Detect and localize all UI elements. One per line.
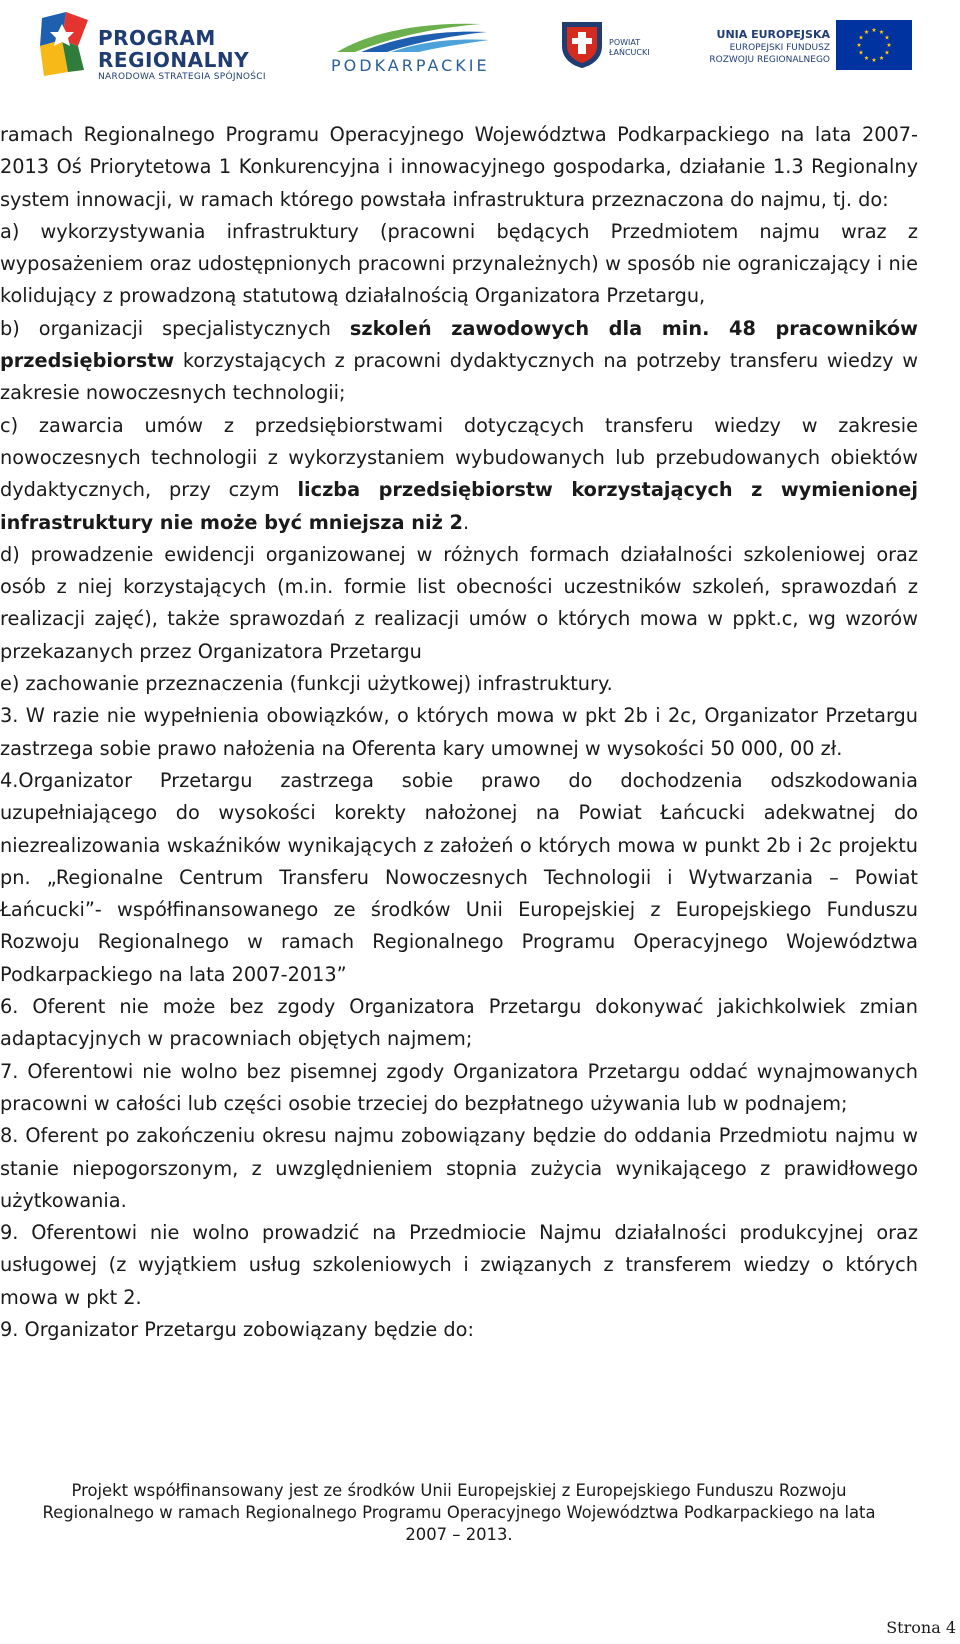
item-c-text: c) zawarcia umów z przedsiębiorstwami dotyczących transferu wiedzy w zakresie nowoczesnych technologii z wykorzystaniem wybudowanych lub przebudowanych obiektów dydaktycznych, przy czym — [0, 413, 918, 502]
eu-line3: ROZWOJU REGIONALNEGO — [709, 55, 830, 65]
document-body — [0, 119, 918, 1346]
paragraph-8: 8. Oferent po zakończeniu okresu najmu zobowiązany będzie do oddania Przedmiotu najmu w stanie niepogorszonym, z uwzględnieniem stopnia zużycia wynikającego z prawidłowego użytkowania. — [0, 1124, 918, 1212]
paragraph-3: 3. W razie nie wypełnienia obowiązków, o których mowa w pkt 2b i 2c, Organizator Przetargu zastrzega sobie prawo nałożenia na Oferenta kary umownej w wysokości 50 000, 00 zł. — [0, 704, 918, 760]
paragraph-9a: 9. Oferentowi nie wolno prowadzić na Przedmiocie Najmu działalności produkcyjnej oraz usługowej (z wyjątkiem usług szkoleniowych i związanych z transferem wiedzy o których mowa w pkt 2. — [0, 1221, 918, 1309]
paragraph-9b: 9. Organizator Przetargu zobowiązany będzie do: — [0, 1317, 474, 1341]
logo-header — [0, 0, 960, 90]
podkarpackie-logo — [325, 18, 505, 76]
item-b-text: b) organizacji specjalistycznych — [0, 316, 350, 340]
item-b-rest: korzystających z pracowni dydaktycznych na potrzeby transferu wiedzy w zakresie nowoczesnych technologii; — [0, 349, 918, 405]
program-regionalny-logo — [38, 6, 278, 84]
powiat-line2: ŁAŃCUCKI — [609, 48, 650, 57]
podkarpackie-swoosh-icon — [331, 18, 491, 54]
item-d: d) prowadzenie ewidencji organizowanej w różnych formach działalności szkoleniowej oraz osób z niej korzystających (m.in. formie list obecności uczestników szkoleń, sprawozdań z realizacji zajęć), także sprawozdań z realizacji umów o których mowa w ppkt.c, wg wzorów przekazanych przez Organizatora Przetargu — [0, 542, 918, 663]
program-line2: REGIONALNY — [98, 48, 250, 72]
powiat-line1: POWIAT — [609, 38, 641, 47]
eu-flag-icon — [836, 20, 912, 70]
footer-line3: 2007 – 2013. — [405, 1525, 513, 1544]
footer-line1: Projekt współfinansowany jest ze środków Unii Europejskiej z Europejskiego Funduszu Rozwoju — [71, 1481, 847, 1500]
paragraph-4: 4.Organizator Przetargu zastrzega sobie prawo do dochodzenia odszkodowania uzupełniającego do wysokości korekty nałożonej na Powiat Łańcucki adekwatnej do niezrealizowania wskaźników wynikających z założeń o których mowa w punkt 2b i 2c projektu pn. „Regionalne Centrum Transferu Nowoczesnych Technologii i Wytwarzania – Powiat Łańcucki”- współfinansowanego ze środków Unii Europejskiej z Europejskiego Funduszu Rozwoju Regionalnego w ramach Regionalnego Programu Operacyjnego Województwa Podkarpackiego na lata 2007-2013” — [0, 768, 918, 986]
item-c — [0, 410, 918, 539]
footer-line2: Regionalnego w ramach Regionalnego Programu Operacyjnego Województwa Podkarpackiego na lata — [42, 1503, 876, 1522]
program-line1: PROGRAM — [98, 26, 216, 50]
eu-line1: UNIA EUROPEJSKA — [716, 28, 830, 41]
lancut-coat-of-arms-icon — [560, 18, 604, 70]
eu-line2: EUROPEJSKI FUNDUSZ — [729, 43, 830, 53]
page-number: Strona 4 — [886, 1618, 956, 1637]
powiat-lancucki-logo — [560, 18, 670, 72]
intro-paragraph: ramach Regionalnego Programu Operacyjnego Województwa Podkarpackiego na lata 2007-2013 Oś Priorytetowa 1 Konkurencyjna i innowacyjnego gospodarka, działanie 1.3 Regionalny system innowacji, w ramach którego powstała infrastruktura przeznaczona do najmu, tj. do: — [0, 123, 918, 211]
podkarpackie-text: PODKARPACKIE — [331, 56, 490, 75]
item-e: e) zachowanie przeznaczenia (funkcji użytkowej) infrastruktury. — [0, 672, 613, 696]
page-footer — [0, 1480, 918, 1546]
item-c-rest: . — [462, 510, 470, 534]
item-c-bold: liczba przedsiębiorstw korzystających z wymienionej infrastruktury nie może być mniejsza niż 2 — [0, 478, 918, 534]
eu-erdf-logo — [706, 20, 916, 72]
item-a: a) wykorzystywania infrastruktury (pracowni będących Przedmiotem najmu wraz z wyposażeniem oraz udostępnionych pracowni przynależnych) w sposób nie ograniczający i nie kolidujący z prowadzoną statutową działalnością Organizatora Przetargu, — [0, 219, 918, 308]
item-b — [0, 313, 918, 410]
item-b-bold: szkoleń zawodowych dla min. 48 pracowników przedsiębiorstw — [0, 316, 918, 373]
paragraph-7: 7. Oferentowi nie wolno bez pisemnej zgody Organizatora Przetargu oddać wynajmowanych pracowni w całości lub części osobie trzeciej do bezpłatnego używania lub w podnajem; — [0, 1059, 918, 1115]
program-line3: NARODOWA STRATEGIA SPÓJNOŚCI — [98, 72, 266, 82]
paragraph-6: 6. Oferent nie może bez zgody Organizatora Przetargu dokonywać jakichkolwiek zmian adaptacyjnych w pracowniach objętych najmem; — [0, 995, 918, 1051]
